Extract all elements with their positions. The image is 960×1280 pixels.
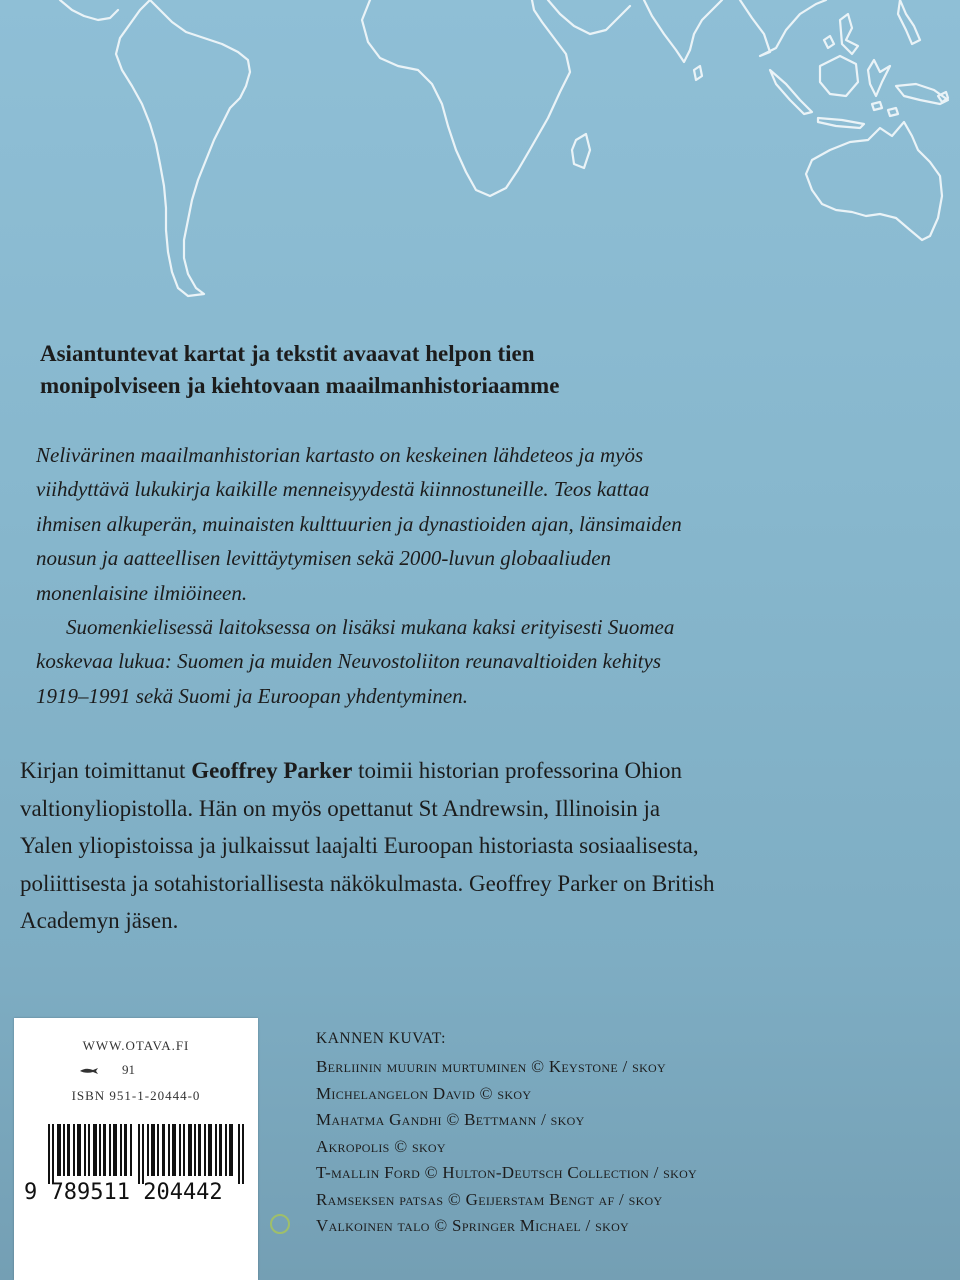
description-line: nousun ja aatteellisen levittäytymisen sekä 2000-luvun globaaliuden	[36, 546, 612, 571]
credit-item: Berliinin muurin murtuminen © Keystone / skoy	[316, 1057, 666, 1076]
leaf-mark-icon	[270, 1214, 290, 1234]
central-america-outline	[60, 0, 118, 20]
madagascar-outline	[572, 134, 590, 168]
bio-line: Yalen yliopistoissa ja julkaissut laajalti Euroopan historiasta sosiaalisesta,	[20, 833, 699, 858]
isbn-text: ISBN 951-1-20444-0	[71, 1088, 201, 1103]
bio-line: poliittisesta ja sotahistoriallisesta näkökulmasta. Geoffrey Parker on British	[20, 870, 715, 896]
sumatra-outline	[770, 70, 812, 114]
philippines-outline	[840, 14, 858, 54]
islands-outline	[824, 36, 898, 116]
credit-item: Akropolis © skoy	[316, 1136, 446, 1156]
credits-heading: KANNEN KUVAT:	[316, 1030, 446, 1047]
barcode-label	[14, 1018, 258, 1280]
description-line: Nelivärinen maailmanhistorian kartasto on keskeinen lähdeteos ja myös	[36, 443, 644, 467]
editor-name: Geoffrey Parker	[191, 758, 353, 783]
arabia-outline	[548, 0, 630, 34]
australia-outline	[806, 122, 942, 240]
code-number: 91	[122, 1062, 135, 1077]
world-map-outline	[0, 0, 960, 300]
credit-item: Valkoinen talo © Springer Michael / skoy	[316, 1216, 630, 1235]
bio-text: toimii historian professorina Ohion	[352, 758, 682, 783]
sulawesi-outline	[868, 60, 890, 96]
headline	[40, 338, 920, 402]
south-america-outline	[116, 0, 250, 296]
india-outline	[644, 0, 722, 62]
credit-item: T-mallin Ford © Hulton-Deutsch Collection / skoy	[316, 1163, 698, 1182]
cover-credits	[316, 1030, 936, 1240]
bio-line: Academyn jäsen.	[20, 908, 179, 933]
description-paragraph	[36, 438, 916, 713]
credit-item: Ramseksen patsas © Geijerstam Bengt af / skoy	[316, 1189, 663, 1209]
java-outline	[818, 118, 864, 128]
description-line: viihdyttävä lukukirja kaikille menneisyydestä kiinnostuneille. Teos kattaa	[36, 477, 650, 502]
website-text: WWW.OTAVA.FI	[82, 1038, 190, 1053]
description-line: Suomenkielisessä laitoksessa on lisäksi mukana kaksi erityisesti Suomea	[66, 615, 675, 640]
japan-outline	[898, 0, 920, 44]
africa-outline	[362, 0, 570, 196]
credits-list	[316, 1054, 936, 1240]
description-line: 1919–1991 sekä Suomi ja Euroopan yhdentyminen.	[36, 683, 468, 708]
editor-bio	[20, 752, 920, 940]
southeast-asia-outline	[740, 0, 826, 56]
borneo-outline	[820, 56, 858, 96]
bio-text: Kirjan toimittanut	[20, 758, 192, 783]
bio-line: valtionyliopistolla. Hän on myös opettanut St Andrewsin, Illinoisin ja	[20, 795, 661, 821]
description-line: ihmisen alkuperän, muinaisten kulttuurien ja dynastioiden ajan, länsimaiden	[36, 511, 682, 536]
ean-number: 9 789511 204442	[24, 1180, 223, 1205]
credit-item: Michelangelon David © skoy	[316, 1083, 532, 1103]
publisher-code	[80, 1062, 135, 1078]
bio-line	[20, 752, 920, 790]
barcode	[48, 1124, 244, 1184]
sri-lanka-outline	[694, 66, 702, 80]
headline-line-2: monipolviseen ja kiehtovaan maailmanhistoriaamme	[40, 373, 560, 398]
description-line: monenlaisine ilmiöineen.	[36, 580, 248, 605]
description-line: koskevaa lukua: Suomen ja muiden Neuvostoliiton reunavaltioiden kehitys	[36, 649, 661, 674]
otava-logo-icon	[80, 1067, 98, 1074]
credit-item: Mahatma Gandhi © Bettmann / skoy	[316, 1110, 585, 1129]
headline-line-1: Asiantuntevat kartat ja tekstit avaavat helpon tien	[40, 341, 535, 366]
